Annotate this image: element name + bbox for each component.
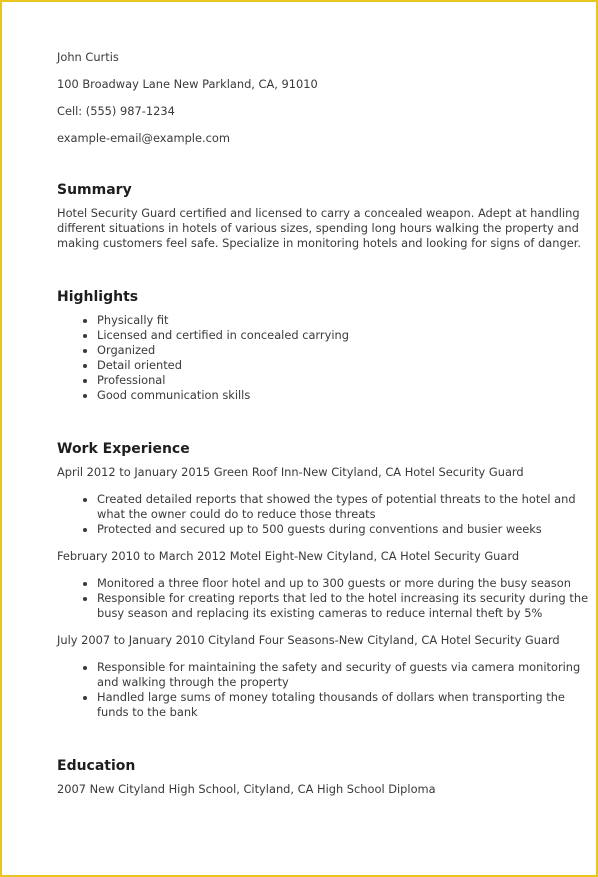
job-bullets (57, 576, 589, 621)
contact-phone: Cell: (555) 987-1234 (57, 104, 175, 118)
list-item: • Created detailed reports that showed the types of potential threats to the hotel and what the owner could do to reduce those threats (97, 492, 589, 522)
contact-block (57, 50, 589, 146)
highlights-section (57, 287, 589, 403)
highlights-heading: Highlights (57, 289, 139, 305)
job-header: April 2012 to January 2015 Green Roof Inn-New Cityland, CA Hotel Security Guard (57, 465, 524, 479)
work-experience-section (57, 439, 589, 720)
job-bullets (57, 660, 589, 720)
list-item: • Good communication skills (97, 388, 589, 403)
job-header: February 2010 to March 2012 Motel Eight-New Cityland, CA Hotel Security Guard (57, 549, 520, 563)
work-experience-heading: Work Experience (57, 441, 190, 457)
list-item: • Responsible for maintaining the safety and security of guests via camera monitoring and walking through the property (97, 660, 589, 690)
education-heading: Education (57, 758, 136, 774)
list-item: • Licensed and certified in concealed carrying (97, 328, 589, 343)
contact-name: John Curtis (57, 50, 119, 64)
list-item: • Monitored a three floor hotel and up to 300 guests or more during the busy season (97, 576, 589, 591)
summary-section (57, 180, 589, 251)
education-section (57, 756, 589, 797)
list-item: • Professional (97, 373, 589, 388)
list-item: • Detail oriented (97, 358, 589, 373)
contact-address: 100 Broadway Lane New Parkland, CA, 91010 (57, 77, 318, 91)
highlights-list (57, 313, 589, 403)
list-item: • Protected and secured up to 500 guests during conventions and busier weeks (97, 522, 589, 537)
list-item: • Responsible for creating reports that led to the hotel increasing its security during the busy season and replacing its existing cameras to reduce internal theft by 5% (97, 591, 589, 621)
summary-heading: Summary (57, 182, 132, 198)
education-entry: 2007 New Cityland High School, Cityland, CA High School Diploma (57, 782, 436, 796)
resume-document (57, 50, 589, 797)
job-header: July 2007 to January 2010 Cityland Four Seasons-New Cityland, CA Hotel Security Guard (57, 633, 560, 647)
list-item: • Organized (97, 343, 589, 358)
list-item: • Handled large sums of money totaling thousands of dollars when transporting the funds to the bank (97, 690, 589, 720)
list-item: • Physically fit (97, 313, 589, 328)
contact-email: example-email@example.com (57, 131, 230, 145)
summary-text: Hotel Security Guard certified and licensed to carry a concealed weapon. Adept at handling different situations in hotels of various sizes, spending long hours walking the property and making customers feel safe. Specialize in monitoring hotels and looking for signs of danger. (57, 206, 581, 250)
job-bullets (57, 492, 589, 537)
